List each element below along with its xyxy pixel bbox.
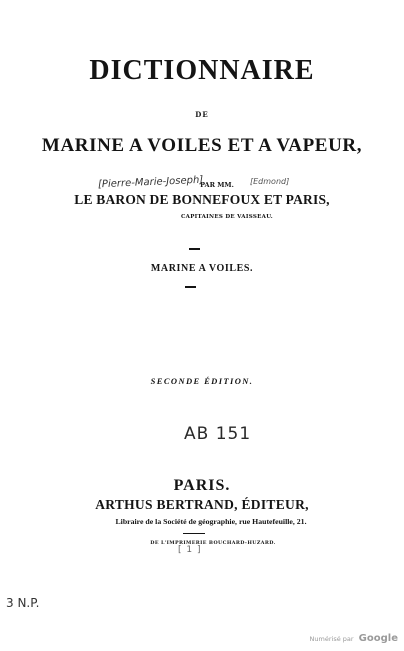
rule-short xyxy=(183,533,205,534)
watermark-prefix: Numérisé par xyxy=(309,635,354,643)
publisher-address: Libraire de la Société de géographie, rue Hautefeuille, 21. xyxy=(115,517,307,526)
title-connector: DE xyxy=(195,110,209,119)
rule-dash-lower xyxy=(185,286,196,288)
google-logo: Google xyxy=(358,633,398,644)
printer-line: DE L'IMPRIMERIE BOUCHARD-HUZARD. xyxy=(150,540,276,546)
google-watermark xyxy=(310,626,398,645)
book-subtitle: MARINE A VOILES ET A VAPEUR, xyxy=(41,135,363,156)
handwritten-annotation-second-name: [Edmond] xyxy=(250,177,290,186)
handwritten-call-number: AB 151 xyxy=(184,424,252,444)
author-role: CAPITAINES DE VAISSEAU. xyxy=(180,214,274,220)
handwritten-bracket-note: [ 1 ] xyxy=(178,545,202,555)
publication-place: PARIS. xyxy=(173,477,231,494)
handwritten-annotation-first-names: [Pierre-Marie-Joseph] xyxy=(97,174,204,191)
handwritten-shelf-mark: 3 N.P. xyxy=(6,596,40,610)
authors-line: LE BARON DE BONNEFOUX ET PARIS, xyxy=(74,192,330,207)
par-mm-label: PAR MM. xyxy=(200,181,234,189)
book-title: DICTIONNAIRE xyxy=(89,55,315,86)
edition-line: SECONDE ÉDITION. xyxy=(150,376,254,386)
section-title: MARINE A VOILES. xyxy=(150,263,254,274)
rule-dash-upper xyxy=(189,248,200,250)
publisher-name: ARTHUS BERTRAND, ÉDITEUR, xyxy=(95,497,309,512)
